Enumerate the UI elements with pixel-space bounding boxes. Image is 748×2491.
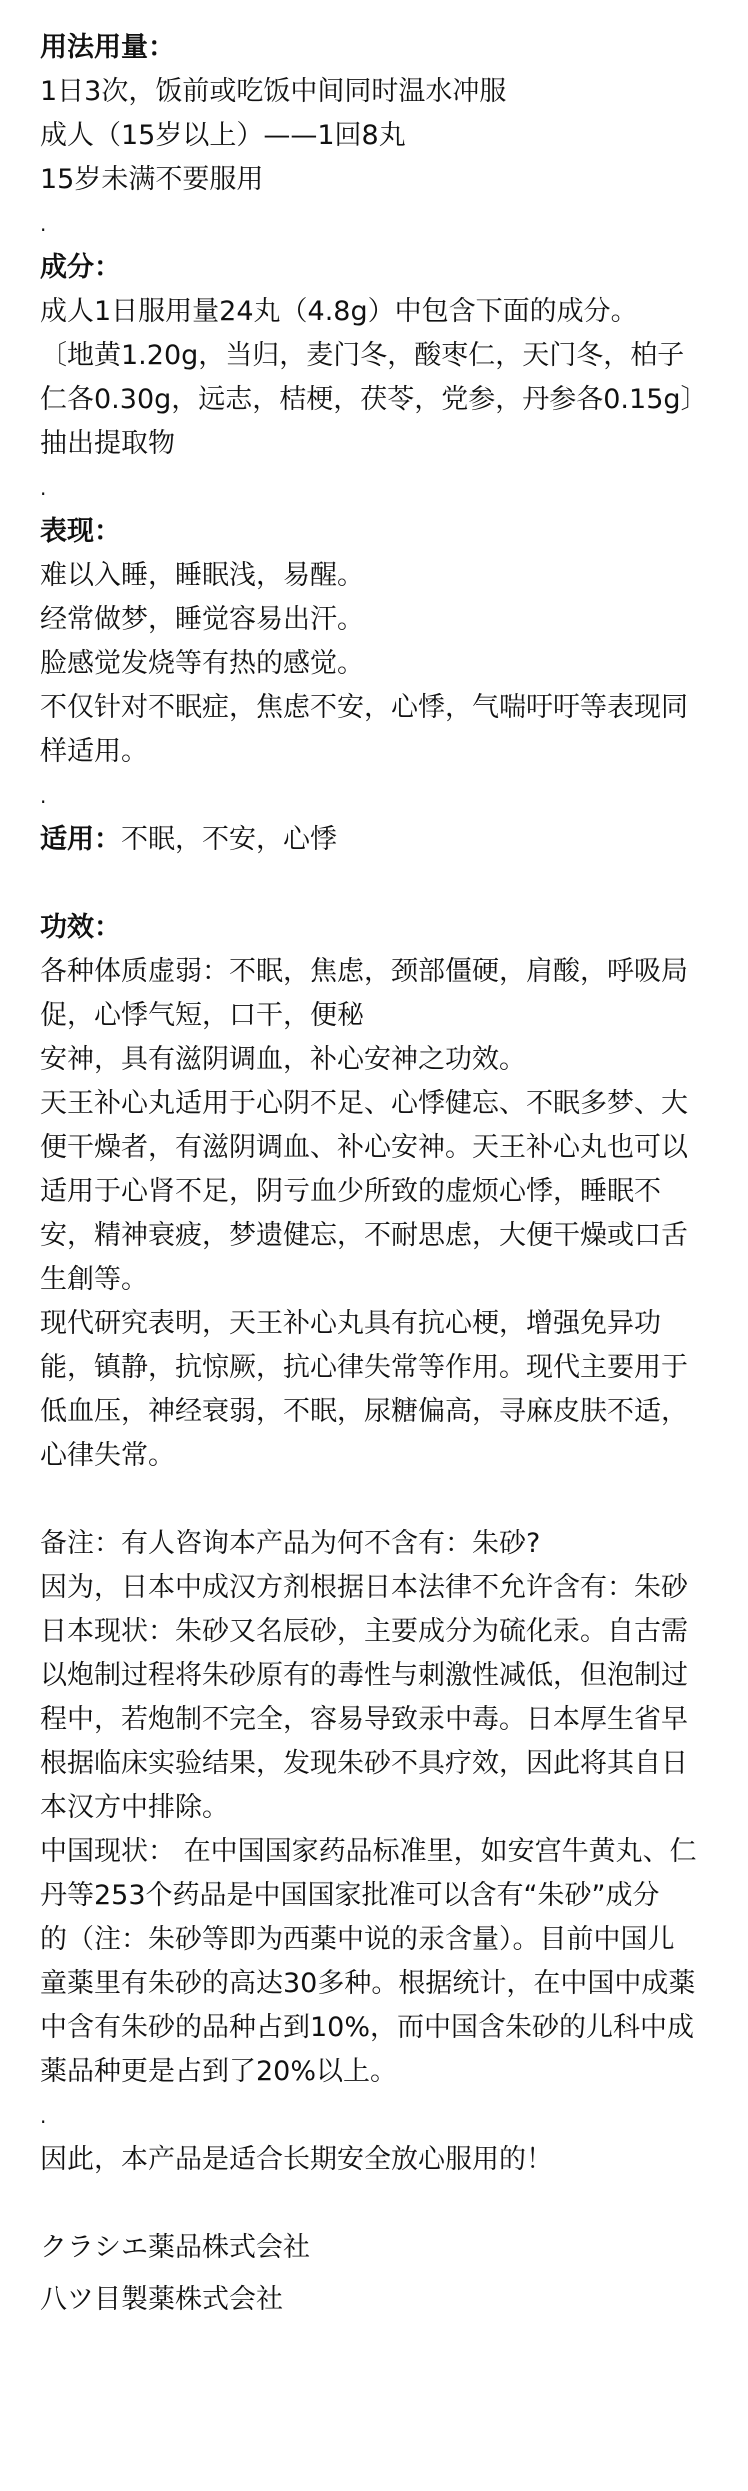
efficacy-line: 低血压，神经衰弱，不眠，尿糖偏高，寻麻皮肤不适， [40, 1396, 688, 1427]
ingredients-heading: 成分： [40, 252, 121, 283]
efficacy-line: 各种体质虚弱：不眠，焦虑，颈部僵硬，肩酸，呼吸局 [40, 956, 688, 987]
ingredients-line: 仁各0.30g，远志，桔梗，茯苓，党参，丹参各0.15g〕 [40, 384, 708, 415]
ingredients-line: 〔地黄1.20g，当归，麦门冬，酸枣仁，天门冬，柏子 [40, 340, 685, 371]
symptoms-line: 不仅针对不眠症，焦虑不安，心悸，气喘吁吁等表现同 [40, 692, 688, 723]
symptoms-line: 难以入睡，睡眠浅，易醒。 [40, 560, 364, 591]
spacer [40, 1478, 708, 1522]
efficacy-line: 便干燥者，有滋阴调血、补心安神。天王补心丸也可以 [40, 1132, 688, 1163]
indication-text: 不眠，不安，心悸 [121, 824, 337, 855]
indication-label: 适用： [40, 824, 121, 855]
indication-line [40, 818, 708, 862]
efficacy-line: 天王补心丸适用于心阴不足、心悸健忘、不眠多梦、大 [40, 1088, 688, 1119]
efficacy-line: 促，心悸气短，口干，便秘 [40, 1000, 364, 1031]
usage-line: 1日3次，饭前或吃饭中间同时温水冲服 [40, 76, 507, 107]
notes-line: 因为，日本中成汉方剂根据日本法律不允许含有：朱砂 [40, 1572, 688, 1603]
ingredients-line: 成人1日服用量24丸（4.8g）中包含下面的成分。 [40, 296, 638, 327]
notes-line: 本汉方中排除。 [40, 1792, 229, 1823]
efficacy-heading: 功效： [40, 912, 121, 943]
notes-line: 程中，若炮制不完全，容易导致汞中毒。日本厚生省早 [40, 1704, 688, 1735]
separator-dot: . [40, 2104, 47, 2128]
separator-dot: . [40, 784, 47, 808]
company-name: クラシエ薬品株式会社 [40, 2232, 310, 2263]
symptoms-line: 脸感觉发烧等有热的感觉。 [40, 648, 364, 679]
symptoms-line: 经常做梦，睡觉容易出汗。 [40, 604, 364, 635]
company-name: 八ツ目製薬株式会社 [40, 2284, 283, 2315]
notes-line: 备注：有人咨询本产品为何不含有：朱砂? [40, 1528, 541, 1559]
separator-dot: . [40, 212, 47, 236]
notes-line: 根据临床实验结果，发现朱砂不具疗效，因此将其自日 [40, 1748, 688, 1779]
conclusion-line: 因此，本产品是适合长期安全放心服用的！ [40, 2144, 553, 2175]
usage-line: 成人（15岁以上）——1回8丸 [40, 120, 406, 151]
notes-line: 童薬里有朱砂的高达30多种。根据统计，在中国中成薬 [40, 1968, 696, 1999]
efficacy-line: 心律失常。 [40, 1440, 175, 1471]
efficacy-line: 现代研究表明，天王补心丸具有抗心梗，增强免异功 [40, 1308, 661, 1339]
notes-line: 日本现状：朱砂又名辰砂，主要成分为硫化汞。自古需 [40, 1616, 688, 1647]
notes-line: 以炮制过程将朱砂原有的毒性与刺激性减低，但泡制过 [40, 1660, 688, 1691]
efficacy-line: 安神，具有滋阴调血，补心安神之功效。 [40, 1044, 526, 1075]
notes-line: 薬品种更是占到了20%以上。 [40, 2056, 398, 2087]
separator-dot: . [40, 476, 47, 500]
usage-heading: 用法用量： [40, 32, 175, 63]
symptoms-line: 样适用。 [40, 736, 148, 767]
notes-line: 的（注：朱砂等即为西薬中说的汞含量）。目前中国儿 [40, 1924, 675, 1955]
symptoms-heading: 表现： [40, 516, 121, 547]
spacer [40, 862, 708, 906]
efficacy-line: 适用于心肾不足，阴亏血少所致的虚烦心悸，睡眠不 [40, 1176, 661, 1207]
efficacy-line: 能，镇静，抗惊厥，抗心律失常等作用。现代主要用于 [40, 1352, 688, 1383]
notes-line: 丹等253个药品是中国国家批准可以含有“朱砂”成分 [40, 1880, 660, 1911]
efficacy-line: 安，精神衰疲，梦遗健忘，不耐思虑，大便干燥或口舌 [40, 1220, 688, 1251]
efficacy-line: 生創等。 [40, 1264, 148, 1295]
ingredients-line: 抽出提取物 [40, 428, 175, 459]
notes-line: 中国现状： 在中国国家药品标准里，如安宫牛黄丸、仁 [40, 1836, 697, 1867]
usage-line: 15岁未满不要服用 [40, 164, 264, 195]
spacer [40, 2182, 708, 2226]
notes-line: 中含有朱砂的品种占到10%，而中国含朱砂的儿科中成 [40, 2012, 695, 2043]
